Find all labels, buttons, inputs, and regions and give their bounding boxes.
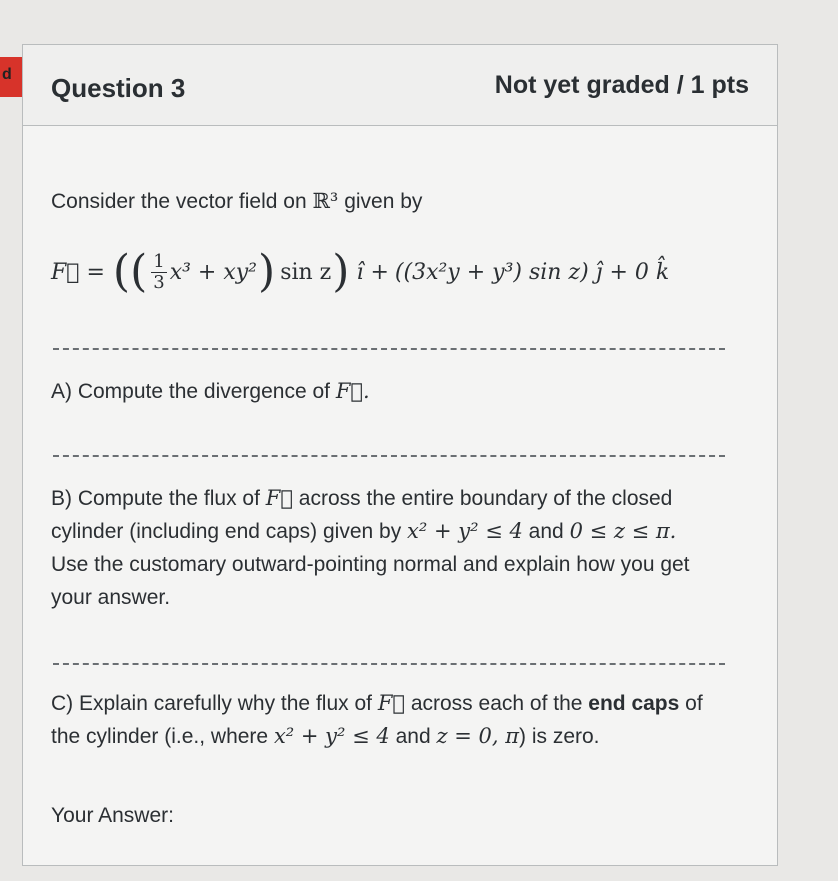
fraction-denominator: 3: [153, 271, 165, 293]
vector-field-formula: [51, 246, 670, 297]
intro-after: given by: [338, 190, 423, 213]
formula-fraction: [151, 252, 166, 293]
part-c-line2: the cylinder (i.e., where x² + y² ≤ 4 and z = 0, π) is zero.: [51, 724, 600, 748]
part-c-line1: C) Explain carefully why the flux of F⃗ across each of the end caps of: [51, 691, 703, 715]
answer-label: Your Answer:: [51, 804, 174, 827]
intro-text: [51, 185, 747, 218]
space-symbol: ℝ³: [312, 189, 339, 213]
fraction-numerator: 1: [153, 250, 165, 272]
part-b-line2: cylinder (including end caps) given by x² + y² ≤ 4 and 0 ≤ z ≤ π.: [51, 519, 677, 543]
part-a-text: [51, 375, 747, 408]
question-header: [23, 45, 777, 126]
divider-1: [53, 348, 725, 350]
part-b-line1: B) Compute the flux of F⃗ across the entire boundary of the closed: [51, 486, 673, 510]
question-flag-label: d: [2, 66, 12, 83]
question-points: Not yet graded / 1 pts: [494, 71, 749, 99]
part-c-text: [51, 687, 747, 753]
divider-2: [53, 455, 725, 457]
part-b-text: [51, 482, 747, 614]
part-b-line3: Use the customary outward-pointing normal and explain how you get: [51, 553, 690, 576]
formula-i-hat: î +: [356, 259, 389, 285]
intro-before: Consider the vector field on: [51, 190, 313, 213]
formula-paren-close-inner: ): [258, 246, 276, 297]
part-b-line4: your answer.: [51, 586, 171, 609]
formula-j-term: ((3x²y + y³) sin z) ĵ + 0 k̂: [394, 259, 670, 285]
formula-lhs: F⃗ =: [51, 259, 105, 285]
formula-paren-close-outer: ): [332, 246, 350, 297]
part-a-symbol: F⃗.: [335, 379, 370, 403]
question-title: Question 3: [51, 73, 186, 103]
formula-i-sin: sin z: [280, 259, 332, 285]
formula-i-inner: x³ + xy²: [169, 259, 258, 285]
part-a-label: A) Compute the divergence of: [51, 380, 336, 403]
question-card: [22, 44, 778, 866]
formula-paren-open: ((: [112, 246, 148, 297]
divider-3: [53, 663, 725, 665]
